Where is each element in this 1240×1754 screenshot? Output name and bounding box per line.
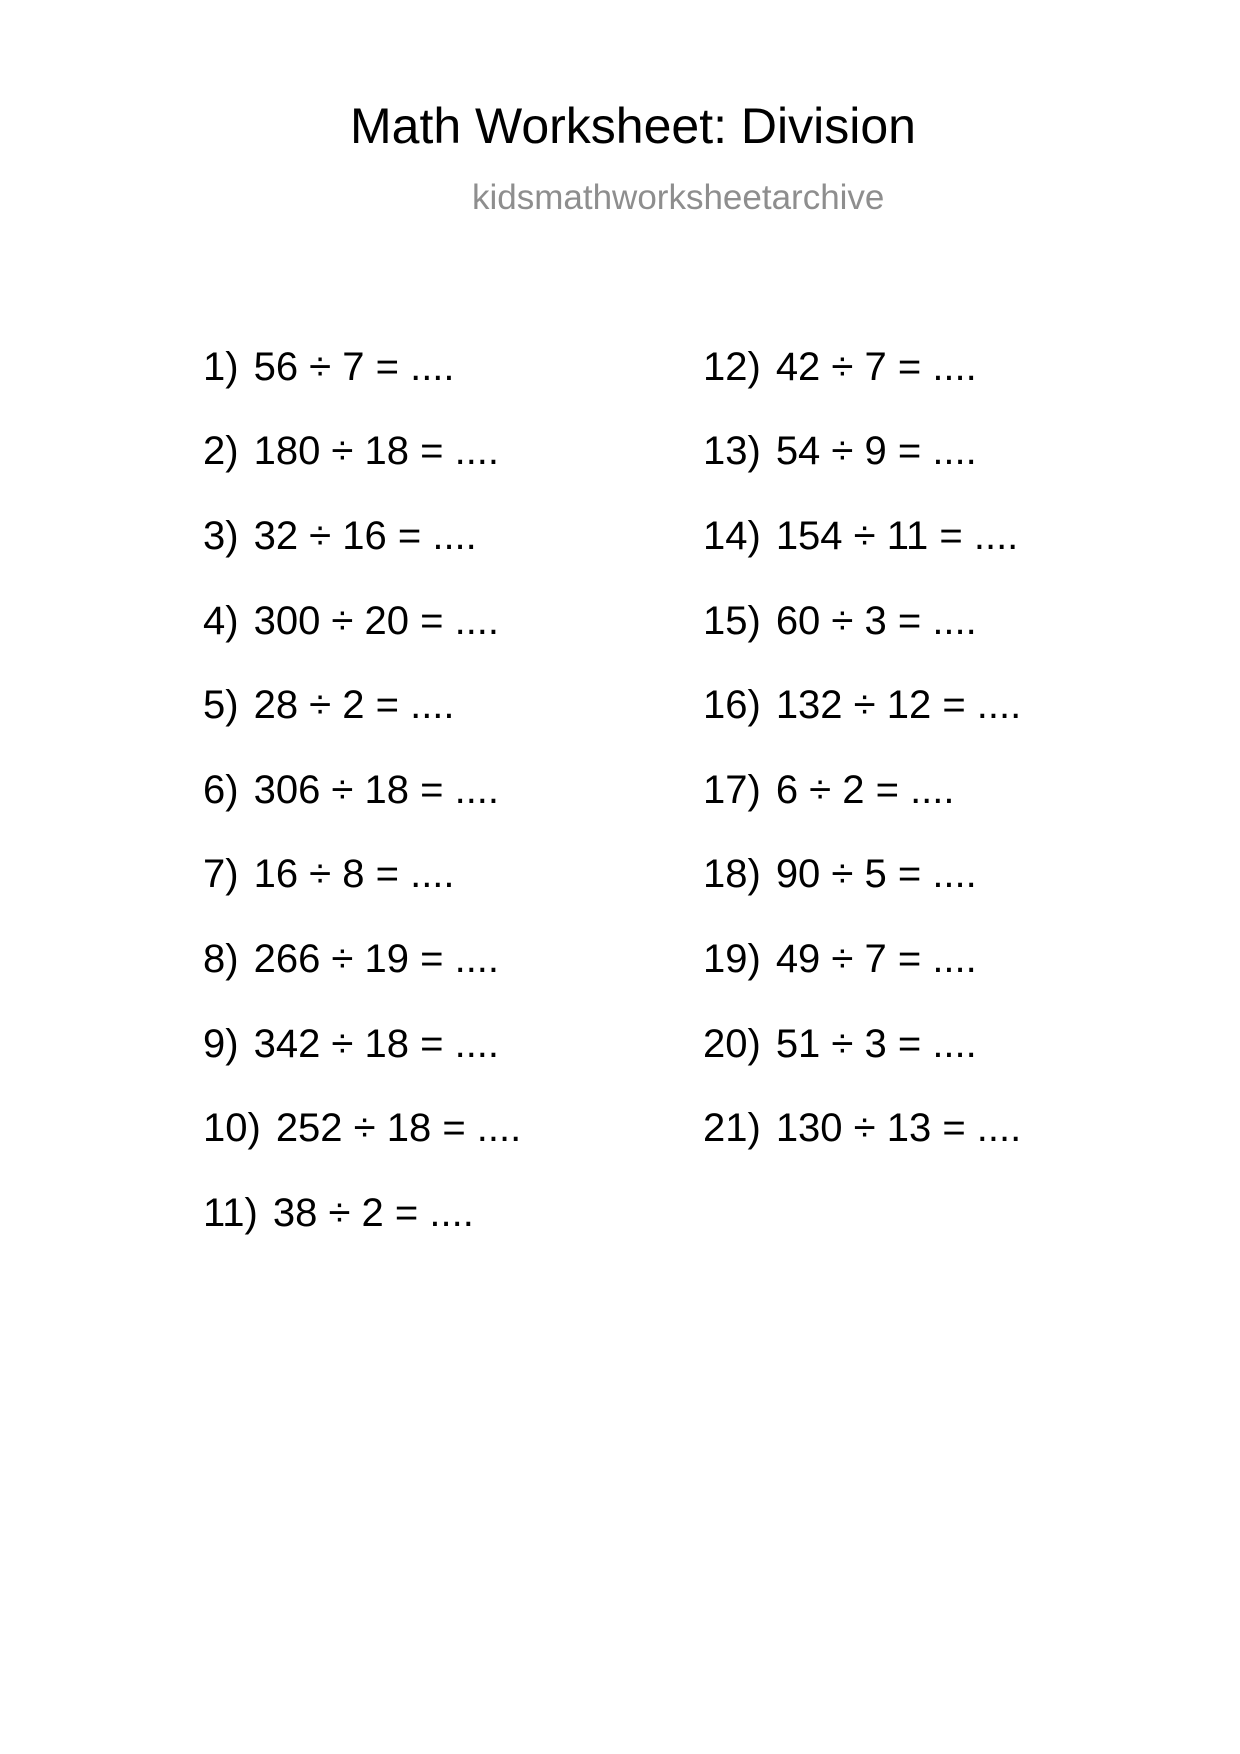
problem-number: 17) xyxy=(703,767,761,812)
problem-number: 18) xyxy=(703,852,761,897)
problem-expression: 56 ÷ 7 = .... xyxy=(253,344,455,389)
problem-number: 3) xyxy=(203,513,239,558)
problem-number: 14) xyxy=(703,513,761,558)
problem-row xyxy=(203,1171,521,1256)
problem-row xyxy=(203,1086,521,1171)
problem-row xyxy=(203,494,521,579)
problem-row xyxy=(703,1002,1021,1087)
problem-number: 8) xyxy=(203,936,239,981)
problem-row xyxy=(703,579,1021,664)
problem-row xyxy=(703,1086,1021,1171)
problem-row xyxy=(703,748,1021,833)
site-watermark: kidsmathworksheetarchive xyxy=(472,178,885,217)
problem-number: 10) xyxy=(203,1106,261,1151)
problem-number: 13) xyxy=(703,429,761,474)
problem-expression: 132 ÷ 12 = .... xyxy=(775,683,1022,728)
problem-row xyxy=(203,917,521,1002)
problems-column-right xyxy=(703,325,1021,1171)
problem-expression: 28 ÷ 2 = .... xyxy=(253,683,455,728)
problem-row xyxy=(703,917,1021,1002)
problem-number: 15) xyxy=(703,598,761,643)
problem-expression: 130 ÷ 13 = .... xyxy=(775,1106,1022,1151)
problem-expression: 49 ÷ 7 = .... xyxy=(775,936,977,981)
problem-row xyxy=(703,325,1021,410)
problem-row xyxy=(703,410,1021,495)
problem-number: 19) xyxy=(703,936,761,981)
problem-number: 20) xyxy=(703,1021,761,1066)
problem-expression: 16 ÷ 8 = .... xyxy=(253,852,455,897)
problem-number: 16) xyxy=(703,683,761,728)
problem-row xyxy=(203,833,521,918)
problem-expression: 38 ÷ 2 = .... xyxy=(272,1190,474,1235)
problem-number: 12) xyxy=(703,344,761,389)
problem-row xyxy=(203,663,521,748)
problem-row xyxy=(203,579,521,664)
problem-expression: 180 ÷ 18 = .... xyxy=(253,429,500,474)
problem-expression: 51 ÷ 3 = .... xyxy=(775,1021,977,1066)
problem-row xyxy=(703,833,1021,918)
problem-expression: 342 ÷ 18 = .... xyxy=(253,1021,500,1066)
problem-row xyxy=(703,494,1021,579)
problem-expression: 54 ÷ 9 = .... xyxy=(775,429,977,474)
problem-expression: 266 ÷ 19 = .... xyxy=(253,936,500,981)
problem-row xyxy=(203,325,521,410)
problem-row xyxy=(703,663,1021,748)
problem-number: 6) xyxy=(203,767,239,812)
problem-expression: 90 ÷ 5 = .... xyxy=(775,852,977,897)
problem-expression: 300 ÷ 20 = .... xyxy=(253,598,500,643)
problem-number: 9) xyxy=(203,1021,239,1066)
problem-number: 4) xyxy=(203,598,239,643)
problem-number: 2) xyxy=(203,429,239,474)
problem-number: 1) xyxy=(203,344,239,389)
problem-number: 11) xyxy=(203,1190,258,1235)
problem-number: 7) xyxy=(203,852,239,897)
problem-row xyxy=(203,1002,521,1087)
problem-expression: 32 ÷ 16 = .... xyxy=(253,513,477,558)
page-title: Math Worksheet: Division xyxy=(350,98,916,154)
problem-number: 21) xyxy=(703,1106,761,1151)
problem-row xyxy=(203,748,521,833)
problem-expression: 42 ÷ 7 = .... xyxy=(775,344,977,389)
problems-column-left xyxy=(203,325,521,1256)
problem-expression: 154 ÷ 11 = .... xyxy=(775,513,1019,558)
problem-expression: 306 ÷ 18 = .... xyxy=(253,767,500,812)
problem-number: 5) xyxy=(203,683,239,728)
problem-row xyxy=(203,410,521,495)
problem-expression: 6 ÷ 2 = .... xyxy=(775,767,955,812)
problem-expression: 252 ÷ 18 = .... xyxy=(275,1106,522,1151)
problem-expression: 60 ÷ 3 = .... xyxy=(775,598,977,643)
